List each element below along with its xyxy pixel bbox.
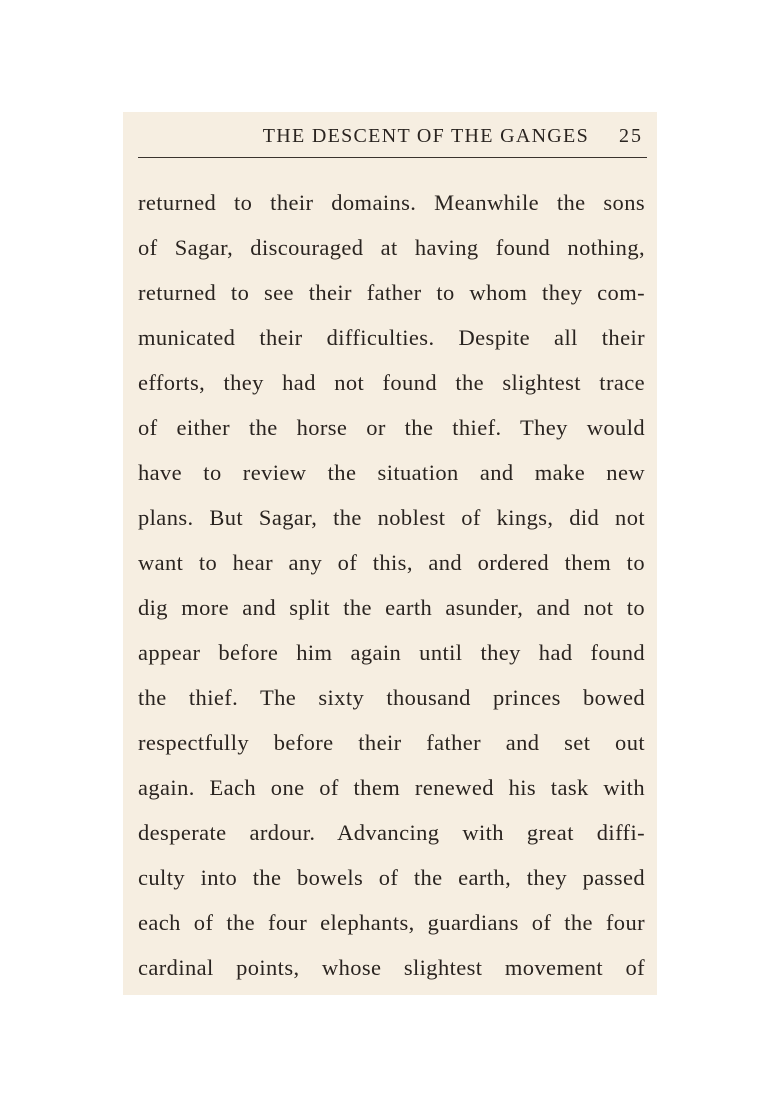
text-line: returned to see their father to whom they com- (138, 280, 645, 305)
running-title: THE DESCENT OF THE GANGES (262, 125, 589, 147)
text-line: plans. But Sagar, the noblest of kings, did not (138, 505, 645, 530)
text-line: appear before him again until they had found (138, 640, 645, 665)
text-line: the thief. The sixty thousand princes bowed (138, 685, 645, 710)
text-line: efforts, they had not found the slightest trace (138, 370, 645, 395)
text-line: culty into the bowels of the earth, they passed (138, 865, 645, 890)
text-line: returned to their domains. Meanwhile the sons (138, 190, 645, 215)
text-line: cardinal points, whose slightest movement of (138, 955, 645, 980)
text-line: desperate ardour. Advancing with great diffi- (138, 820, 645, 845)
book-page (123, 112, 657, 995)
text-line: want to hear any of this, and ordered them to (138, 550, 645, 575)
page-number: 25 (619, 125, 643, 147)
text-line: respectfully before their father and set out (138, 730, 645, 755)
header-rule (138, 157, 647, 158)
text-line: again. Each one of them renewed his task with (138, 775, 645, 800)
text-line: dig more and split the earth asunder, and not to (138, 595, 645, 620)
text-line: have to review the situation and make new (138, 460, 645, 485)
text-line: each of the four elephants, guardians of the four (138, 910, 645, 935)
running-header (138, 122, 647, 152)
body-text (138, 180, 645, 990)
text-line: of either the horse or the thief. They would (138, 415, 645, 440)
text-line: municated their difficulties. Despite all their (138, 325, 645, 350)
text-line: of Sagar, discouraged at having found nothing, (138, 235, 645, 260)
